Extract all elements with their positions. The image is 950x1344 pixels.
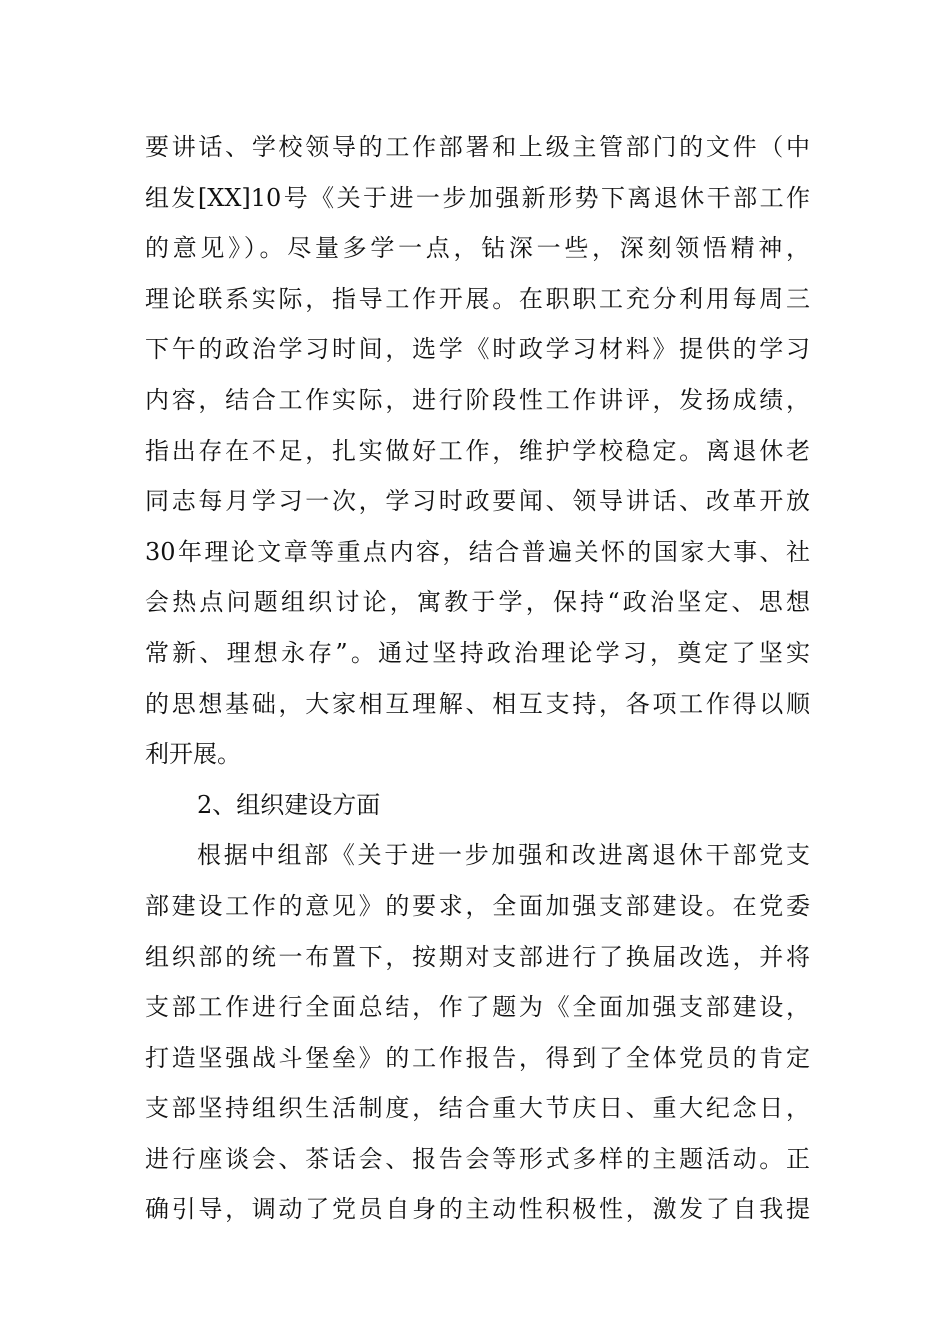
text-line: 会热点问题组织讨论，寓教于学，保持“政治坚定、思想 bbox=[145, 588, 810, 617]
text-line: 30年理论文章等重点内容，结合普遍关怀的国家大事、社 bbox=[145, 537, 810, 566]
section-heading: 2、组织建设方面 bbox=[197, 790, 381, 819]
text-line: 根据中组部《关于进一步加强和改进离退休干部党支 bbox=[197, 841, 810, 870]
text-line: 要讲话、学校领导的工作部署和上级主管部门的文件（中 bbox=[145, 133, 810, 161]
text-line: 的思想基础，大家相互理解、相互支持，各项工作得以顺 bbox=[145, 689, 810, 718]
text-line: 的意见》）。尽量多学一点，钻深一些，深刻领悟精神， bbox=[145, 234, 810, 263]
text-line: 部建设工作的意见》的要求，全面加强支部建设。在党委 bbox=[145, 891, 810, 920]
body-text bbox=[145, 122, 810, 1235]
text-line: 理论联系实际，指导工作开展。在职职工充分利用每周三 bbox=[145, 284, 810, 313]
text-line: 常新、理想永存”。通过坚持政治理论学习，奠定了坚实 bbox=[145, 638, 810, 667]
text-line: 进行座谈会、茶话会、报告会等形式多样的主题活动。正 bbox=[145, 1144, 810, 1173]
text-line: 同志每月学习一次，学习时政要闻、领导讲话、改革开放 bbox=[145, 487, 810, 516]
text-line: 内容，结合工作实际，进行阶段性工作讲评，发扬成绩， bbox=[145, 385, 810, 414]
text-line: 指出存在不足，扎实做好工作，维护学校稳定。离退休老 bbox=[145, 436, 810, 465]
text-line: 组织部的统一布置下，按期对支部进行了换届改选，并将 bbox=[145, 942, 810, 971]
text-line: 支部工作进行全面总结，作了题为《全面加强支部建设， bbox=[145, 993, 810, 1022]
text-line: 下午的政治学习时间，选学《时政学习材料》提供的学习 bbox=[145, 335, 810, 364]
text-line: 确引导，调动了党员自身的主动性积极性，激发了自我提 bbox=[145, 1195, 810, 1224]
text-line: 组发[XX]10号《关于进一步加强新形势下离退休干部工作 bbox=[145, 183, 810, 212]
text-line: 打造坚强战斗堡垒》的工作报告，得到了全体党员的肯定 bbox=[145, 1043, 810, 1072]
text-line: 利开展。 bbox=[145, 740, 241, 769]
text-line: 支部坚持组织生活制度，结合重大节庆日、重大纪念日， bbox=[145, 1094, 810, 1123]
